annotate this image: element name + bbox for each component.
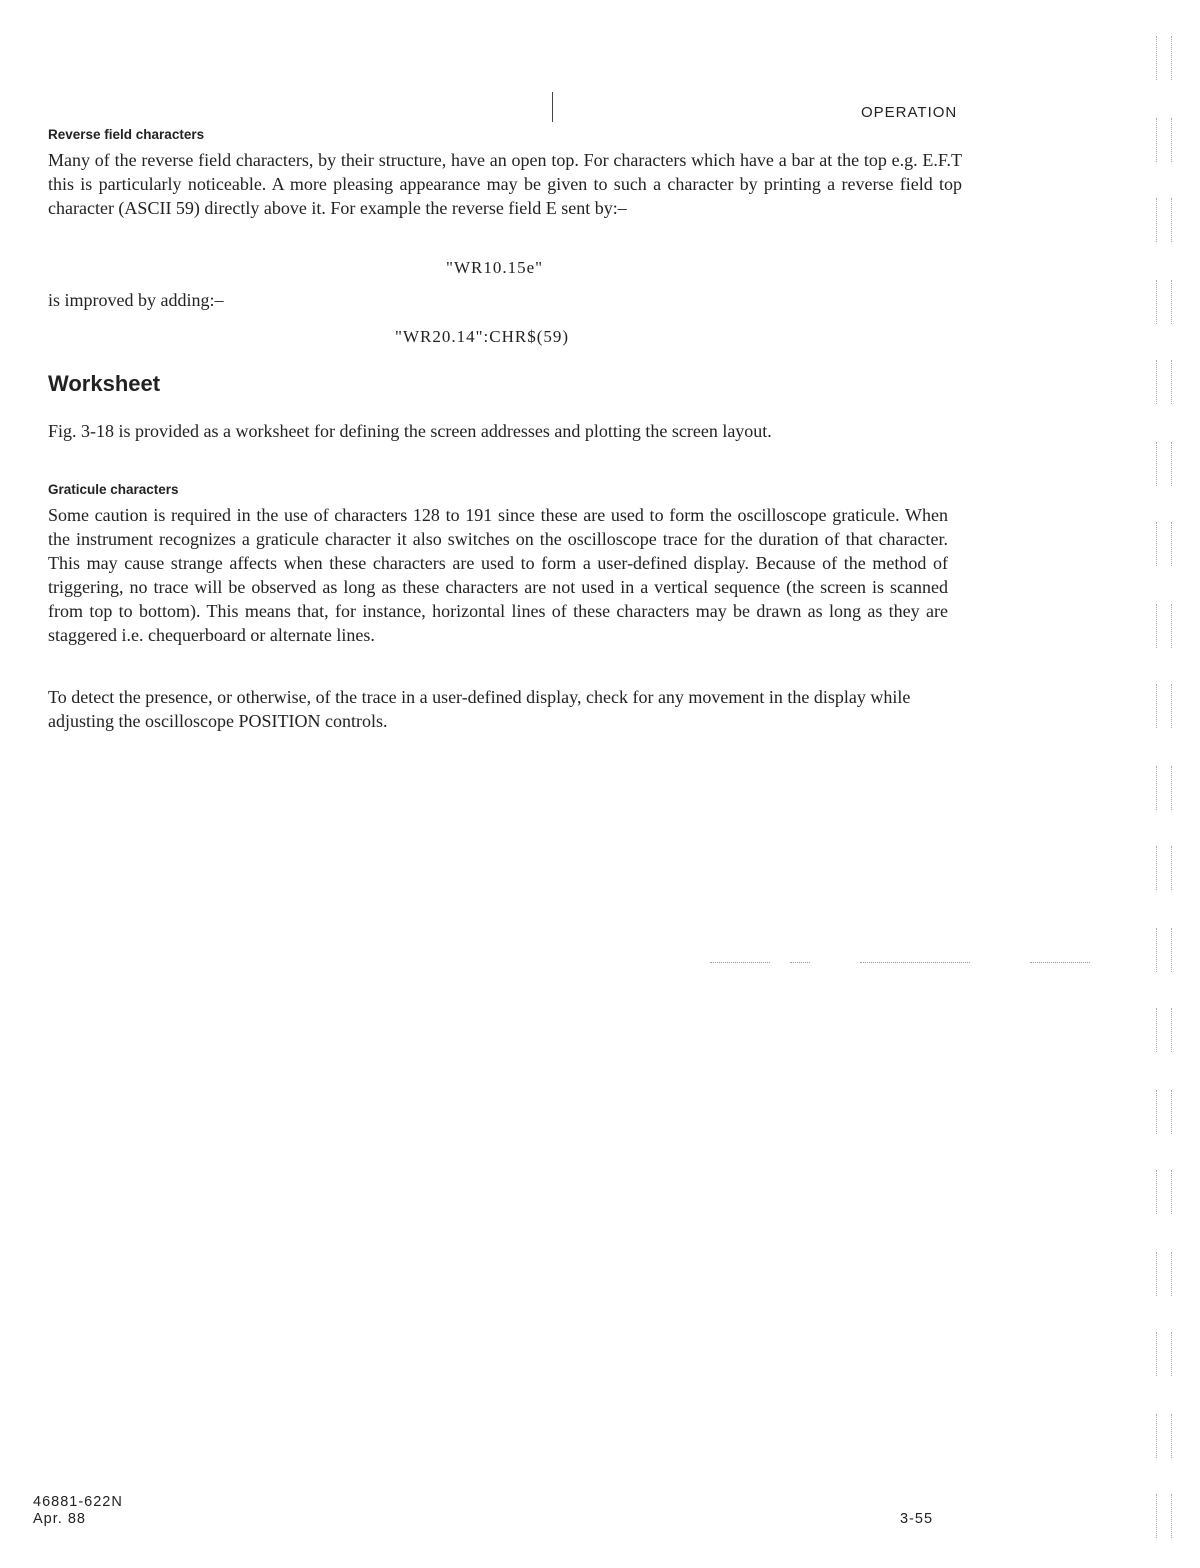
page-number: 3-55 — [900, 1511, 934, 1527]
scan-artifact — [860, 962, 970, 963]
binder-mark — [1156, 1090, 1172, 1134]
doc-number: 46881-622N — [33, 1494, 123, 1510]
binder-mark — [1156, 1170, 1172, 1214]
reverse-field-heading: Reverse field characters — [48, 127, 205, 142]
section-header: OPERATION — [861, 104, 958, 121]
graticule-paragraph-1: Some caution is required in the use of characters 128 to 191 since these are used to form the oscilloscope graticule. When the instrument recognizes a graticule character it also switches on the oscilloscope trace for the duration of that character. This may cause strange affects when these characters are used to form a user-defined display. Because of the method of triggering, no trace will be observed as long as these characters are not used in a vertical sequence (the screen is scanned from top to bottom). This means that, for instance, horizontal lines of these characters may be drawn as long as they are staggered i.e. chequerboard or alternate lines. — [48, 505, 948, 645]
reverse-field-paragraph: Many of the reverse field characters, by their structure, have an open top. For characters which have a bar at the top e.g. E.F.T this is particularly noticeable. A more pleasing appearance may be given to such a character by printing a reverse field top character (ASCII 59) directly above it. For example the reverse field E sent by:– — [48, 150, 962, 218]
binder-mark — [1156, 604, 1172, 648]
reverse-field-continuation: is improved by adding:– — [48, 290, 224, 310]
scan-artifact — [790, 962, 810, 963]
binder-mark — [1156, 280, 1172, 324]
binder-mark — [1156, 118, 1172, 162]
binder-mark — [1156, 684, 1172, 728]
binder-mark — [1156, 846, 1172, 890]
binder-mark — [1156, 766, 1172, 810]
binder-mark — [1156, 36, 1172, 80]
graticule-heading: Graticule characters — [48, 482, 179, 497]
binder-mark — [1156, 360, 1172, 404]
binder-mark — [1156, 1494, 1172, 1538]
binder-mark — [1156, 928, 1172, 972]
doc-date: Apr. 88 — [33, 1511, 86, 1527]
binder-mark — [1156, 1332, 1172, 1376]
code-example-2: "WR20.14":CHR$(59) — [395, 327, 570, 346]
graticule-paragraph-2: To detect the presence, or otherwise, of the trace in a user-defined display, check for any movement in the display while adjusting the oscilloscope POSITION controls. — [48, 687, 911, 731]
worksheet-heading: Worksheet — [48, 371, 161, 396]
binder-mark — [1156, 1414, 1172, 1458]
binder-mark — [1156, 1252, 1172, 1296]
worksheet-paragraph: Fig. 3-18 is provided as a worksheet for defining the screen addresses and plotting the screen layout. — [48, 421, 772, 441]
scan-artifact — [1030, 962, 1090, 963]
binder-mark — [1156, 522, 1172, 566]
scan-mark — [552, 92, 553, 122]
scan-artifact — [710, 962, 770, 963]
binder-mark — [1156, 198, 1172, 242]
binder-mark — [1156, 1008, 1172, 1052]
code-example-1: "WR10.15e" — [446, 258, 544, 277]
binder-mark — [1156, 442, 1172, 486]
